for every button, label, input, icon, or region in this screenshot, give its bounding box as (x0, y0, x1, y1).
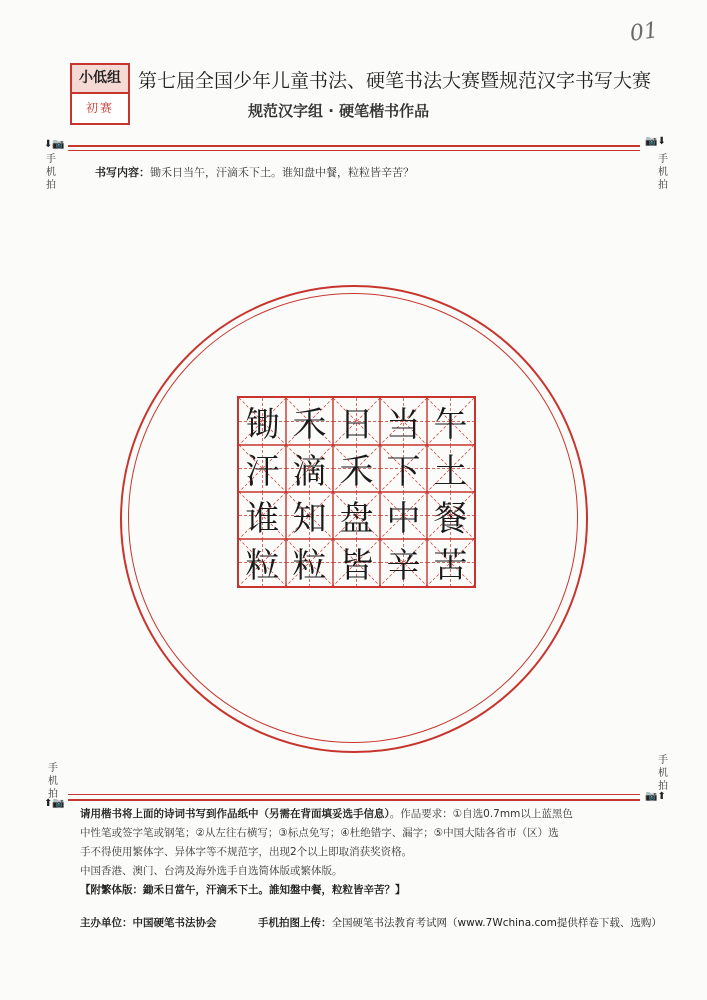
instructions-line-1-rest: 。作品要求：①自选0.7mm以上蓝黑色 (389, 808, 573, 820)
down-arrow-icon: ⬇ (657, 136, 666, 147)
top-left-marker (44, 139, 65, 150)
character-grid (237, 396, 476, 588)
organizer (80, 915, 217, 930)
grid-character: 锄 (245, 405, 280, 445)
badge-group-label: 小低组 (72, 65, 128, 94)
phone-shot-label-bottom-left: 手机拍 (48, 763, 58, 800)
writing-content-label: 书写内容： (95, 166, 150, 179)
upload-info (258, 915, 662, 930)
grid-character: 禾 (339, 452, 374, 492)
grid-character: 餐 (433, 499, 468, 539)
bottom-rule-thin (68, 794, 640, 795)
up-arrow-icon: ⬆ (44, 798, 53, 809)
badge-round-label: 初赛 (85, 101, 114, 115)
camera-icon: 📷 (52, 139, 65, 150)
camera-icon: 📷 (645, 136, 658, 147)
down-arrow-icon: ⬇ (44, 139, 53, 150)
bottom-rule (68, 799, 640, 801)
grid-character: 知 (292, 499, 327, 539)
camera-icon: 📷 (645, 791, 658, 802)
grid-character: 午 (433, 405, 468, 445)
phone-shot-label-bottom-right: 手机拍 (658, 755, 668, 792)
upload-text: 全国硬笔书法教育考试网（www.7Wchina.com提供样卷下载、选购） (331, 917, 662, 929)
top-right-marker (645, 136, 666, 147)
top-rule-thin (68, 150, 640, 151)
instructions (80, 805, 640, 900)
instructions-lead: 请用楷书将上面的诗词书写到作品纸中（另需在背面填妥选手信息） (80, 808, 390, 820)
traditional-version: 【附繁体版：鋤禾日當午，汗滴禾下土。誰知盤中餐，粒粒皆辛苦？】 (80, 884, 406, 896)
instructions-line-4: 中国香港、澳门、台湾及海外选手自选简体版或繁体版。 (80, 865, 343, 877)
bottom-right-marker (645, 791, 666, 802)
grid-character: 粒 (292, 546, 327, 586)
writing-content (95, 164, 414, 180)
grid-character: 中 (386, 499, 421, 539)
grid-character: 辛 (386, 546, 421, 586)
grid-character: 当 (386, 405, 421, 445)
writing-content-text: 锄禾日当午，汗滴禾下土。谁知盘中餐，粒粒皆辛苦？ (150, 166, 414, 179)
grid-character: 谁 (245, 499, 280, 539)
grid-character: 盘 (339, 499, 374, 539)
organizer-label: 主办单位： (80, 917, 133, 929)
group-badge (70, 63, 130, 125)
grid-character: 滴 (292, 452, 327, 492)
instructions-line-2: 中性笔或签字笔或钢笔；②从左往右横写；③标点免写；④杜绝错字、漏字；⑤中国大陆各省市（区）选 (80, 827, 559, 839)
up-arrow-icon: ⬆ (657, 791, 666, 802)
top-rule (68, 145, 640, 147)
page-number: 01 (628, 18, 660, 47)
camera-icon: 📷 (52, 798, 65, 809)
grid-character: 苦 (433, 546, 468, 586)
grid-character: 下 (386, 452, 421, 492)
grid-character: 皆 (339, 546, 374, 586)
page-title: 第七届全国少年儿童书法、硬笔书法大赛暨规范汉字书写大赛 (138, 70, 652, 92)
instructions-line-3: 手不得使用繁体字、异体字等不规范字，出现2个以上即取消获奖资格。 (80, 846, 413, 858)
organizer-name: 中国硬笔书法协会 (132, 917, 217, 929)
grid-character: 日 (339, 405, 374, 445)
upload-label: 手机拍图上传： (258, 917, 332, 929)
phone-shot-label-top-left: 手机拍 (46, 154, 56, 191)
grid-character: 粒 (245, 546, 280, 586)
bottom-left-marker (44, 798, 65, 809)
instructions-line-1 (80, 805, 640, 824)
grid-character: 汗 (245, 452, 280, 492)
phone-shot-label-top-right: 手机拍 (658, 154, 668, 191)
grid-character: 禾 (292, 405, 327, 445)
page-subtitle: 规范汉字组 · 硬笔楷书作品 (248, 102, 430, 120)
grid-character: 土 (433, 452, 468, 492)
